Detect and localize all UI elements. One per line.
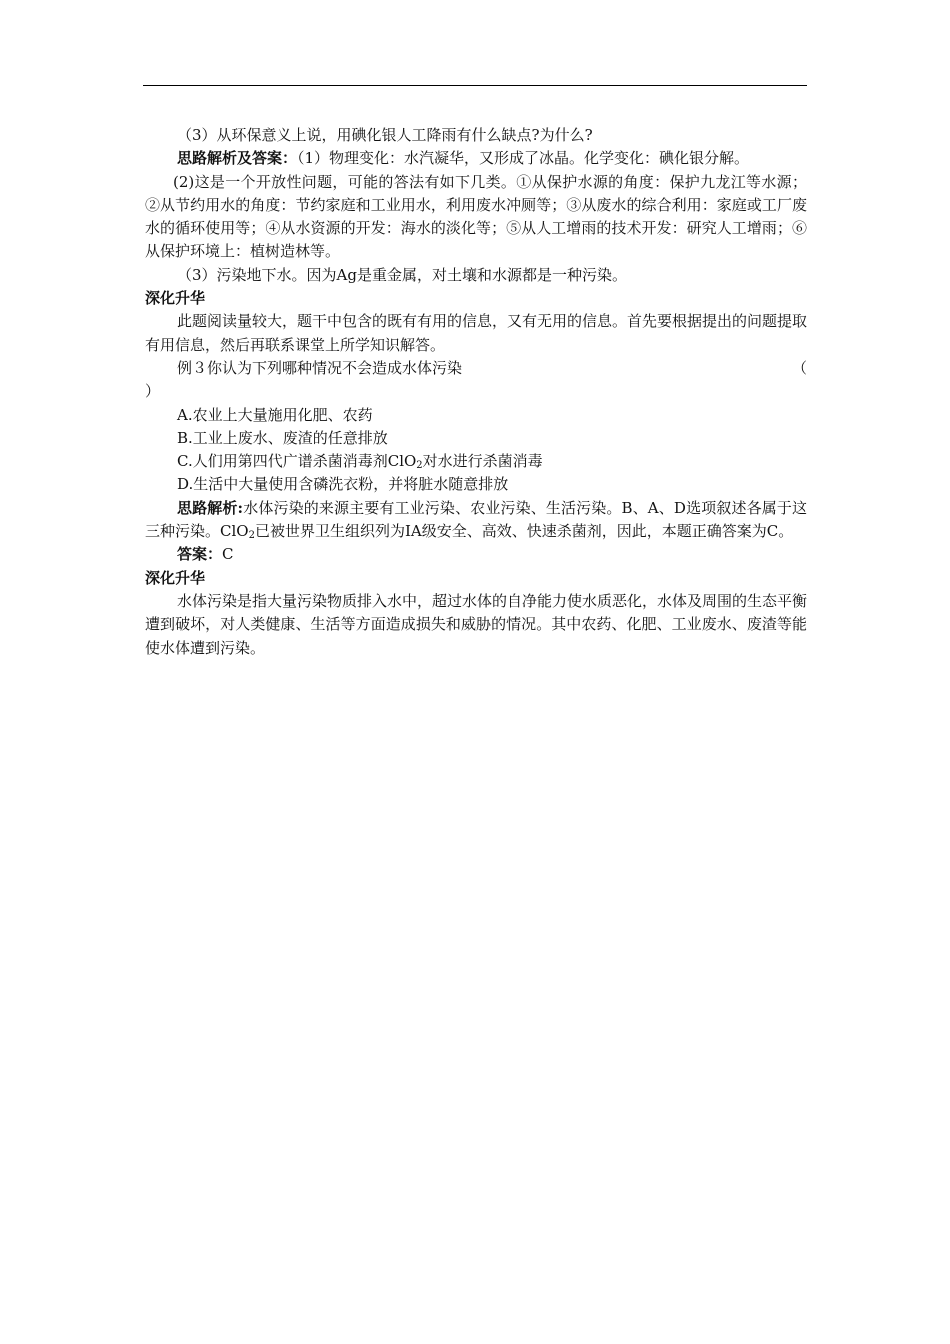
option-c-post: 对水进行杀菌消毒 [422,452,543,471]
option-c-pre: C.人们用第四代广谱杀菌消毒剂ClO [177,452,417,471]
option-d: D.生活中大量使用含磷洗衣粉，并将脏水随意排放 [177,475,509,494]
analysis-label-2: 思路解析: [177,498,244,517]
summary-paragraph-2: 水体污染是指大量污染物质排入水中，超过水体的自净能力使水质恶化，水体及周围的生态平衡遭到破坏，对人类健康、生活等方面造成损失和威胁的情况。其中农药、化肥、工业废水、废渣等能使水体遭到污染。 [145,591,808,657]
option-c [145,450,807,473]
example-3-question [145,357,807,380]
answer-paren-open: （ [791,358,807,377]
answer-paren-close-text: ） [145,382,161,401]
option-c-sub: 2 [416,460,423,472]
section-heading-1: 深化升华 [145,289,206,308]
analysis-text-2a: 水体污染的来源主要有工业污染、农业污染、生活污染。B、A、D选项叙述各属于这三种污染。ClO [145,498,807,541]
analysis-paragraph [145,497,807,544]
analysis-text-2b: 已被世界卫生组织列为ⅠA级安全、高效、快速杀菌剂，因此，本题正确答案为C。 [254,522,794,541]
document-body [145,124,807,660]
answer-value: C [222,545,234,564]
summary-paragraph-1: 此题阅读量较大，题干中包含的既有有用的信息，又有无用的信息。首先要根据提出的问题提取有用信息，然后再联系课堂上所学知识解答。 [145,312,808,354]
example-3-text: 例３你认为下列哪种情况不会造成水体污染 [177,358,463,377]
option-b: B.工业上废水、废渣的任意排放 [177,428,388,447]
answer-paren-close [145,380,807,403]
analysis-sub: 2 [248,530,255,542]
option-a: A.农业上大量施用化肥、农药 [177,405,373,424]
analysis-text: （1）物理变化：水汽凝华，又形成了冰晶。化学变化：碘化银分解。 [297,149,750,168]
analysis-answer-1 [145,147,807,170]
analysis-answer-2: (2)这是一个开放性问题，可能的答法有如下几类。①从保护水源的角度：保护九龙江等水源；②从节约用水的角度：节约家庭和工业用水，利用废水冲厕等；③从废水的综合利用：家庭或工厂废水的循环使用等；④从水资源的开发：海水的淡化等；⑤从人工增雨的技术开发：研究人工增雨；⑥从保护环境上：植树造林等。 [145,172,807,261]
analysis-answer-3: （3）污染地下水。因为Ag是重金属，对土壤和水源都是一种污染。 [177,265,627,284]
question-3: （3）从环保意义上说，用碘化银人工降雨有什么缺点?为什么? [177,126,593,144]
header-rule [143,85,807,86]
analysis-label: 思路解析及答案： [177,149,298,168]
section-heading-2: 深化升华 [145,568,206,587]
answer-label: 答案： [177,545,223,564]
answer-line [145,543,807,566]
